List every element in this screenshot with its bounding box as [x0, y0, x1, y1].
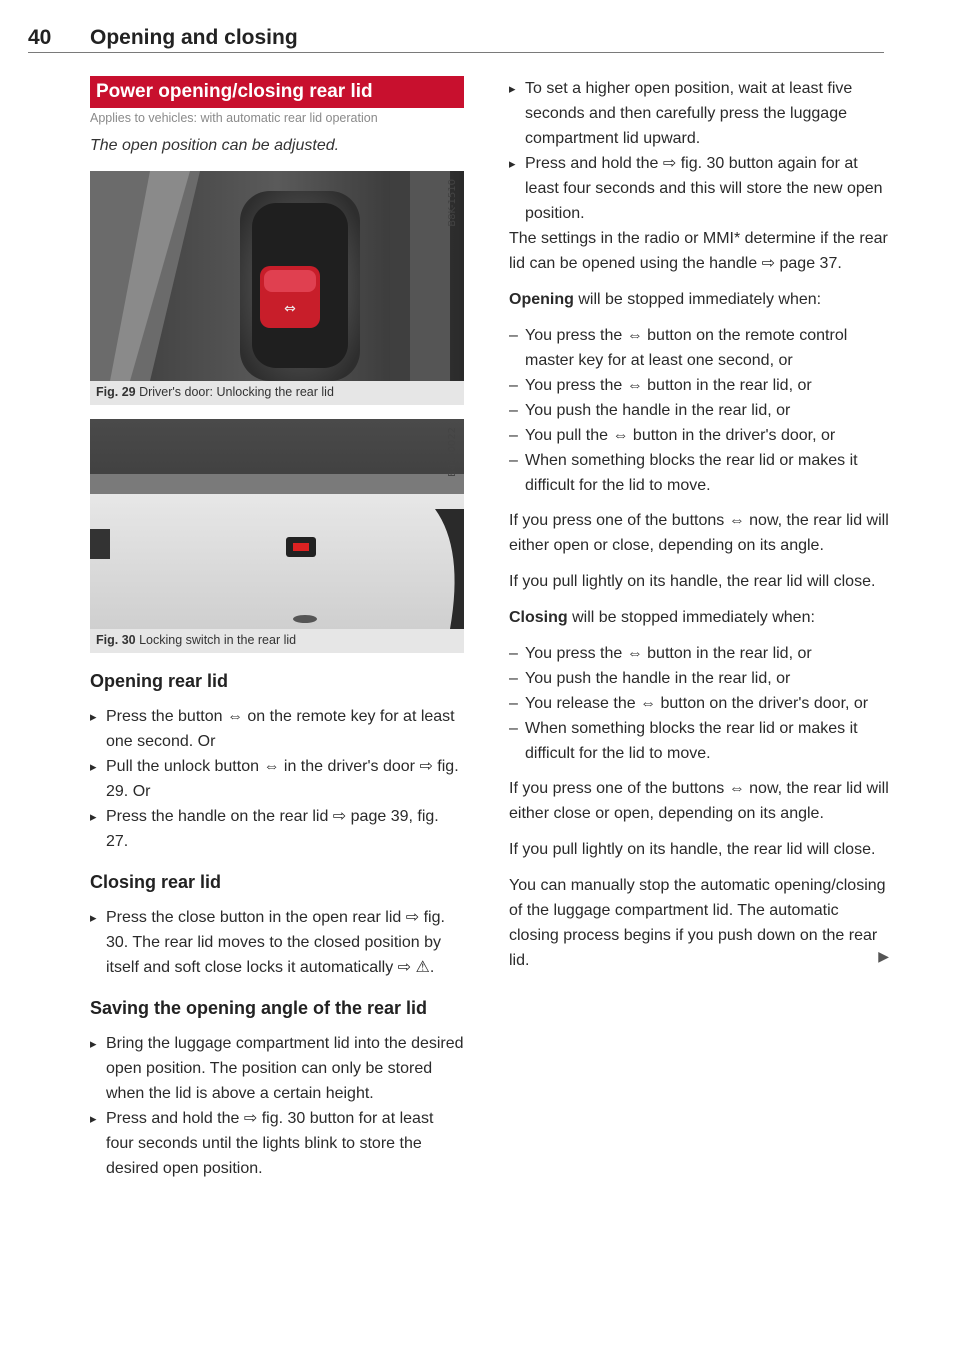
settings-text: The settings in the radio or MMI* determine if the rear lid can be opened using the handle ⇨ page 37. — [509, 230, 888, 272]
closing-steps — [90, 905, 464, 980]
figure-caption — [90, 629, 464, 653]
opening-after-text: If you press one of the buttons ⇔ now, the rear lid will either open or close, depending on its angle. — [509, 512, 889, 554]
figure-caption — [90, 381, 464, 405]
heading-closing: Closing rear lid — [90, 872, 222, 892]
page-number: 40 — [28, 26, 52, 49]
list-item: ▸ Press the handle on the rear lid ⇨ page 39, fig. 27. — [90, 804, 464, 854]
left-column — [90, 76, 464, 1181]
list-item: ▸ Press the button ⇔ on the remote key for at least one second. Or — [90, 704, 464, 754]
continue-arrow-icon: ▶ — [878, 948, 889, 964]
door-handle-image — [90, 171, 464, 381]
list-item: – You push the handle in the rear lid, or — [509, 398, 889, 423]
final-text: You can manually stop the automatic opening/closing of the luggage compartment lid. The automatic closing process begins if you push down on the rear lid. — [509, 877, 886, 969]
list-item: – You release the ⇔ button on the driver's door, or — [509, 691, 889, 716]
applies-note: Applies to vehicles: with automatic rear lid operation — [90, 111, 378, 125]
figure-code: B8K-1510 — [447, 179, 458, 227]
closing-handle-text: If you pull lightly on its handle, the rear lid will close. — [509, 841, 876, 858]
rear-lid-image — [90, 419, 464, 629]
page-header — [28, 22, 884, 53]
figure-label: Fig. 30 — [96, 633, 136, 647]
right-column — [509, 76, 889, 973]
figure-label: Fig. 29 — [96, 385, 136, 399]
section-title: Power opening/closing rear lid — [90, 76, 464, 108]
list-item: ▸ Press and hold the ⇨ fig. 30 button for at least four seconds until the lights blink to store the desired open position. — [90, 1106, 464, 1181]
figure-29 — [90, 171, 464, 405]
opening-stop-list — [509, 323, 889, 498]
list-item: – You press the ⇔ button in the rear lid, or — [509, 373, 889, 398]
opening-stop-lead: Opening will be stopped immediately when: — [509, 291, 822, 308]
opening-handle-text: If you pull lightly on its handle, the rear lid will close. — [509, 573, 876, 590]
figure-caption-text: Locking switch in the rear lid — [139, 633, 297, 647]
chapter-title: Opening and closing — [90, 26, 298, 49]
section-subtitle: The open position can be adjusted. — [90, 137, 340, 154]
figure-30 — [90, 419, 464, 653]
saving-steps — [90, 1031, 464, 1181]
figure-code: B4G-0022 — [447, 427, 458, 478]
svg-text:⇔: ⇔ — [284, 301, 296, 317]
closing-stop-list — [509, 641, 889, 766]
list-item: ▸ Pull the unlock button ⇔ in the driver's door ⇨ fig. 29. Or — [90, 754, 464, 804]
list-item: – You push the handle in the rear lid, or — [509, 666, 889, 691]
list-item: ▸ To set a higher open position, wait at least five seconds and then carefully press the luggage compartment lid upward. — [509, 76, 889, 151]
list-item: – You pull the ⇔ button in the driver's door, or — [509, 423, 889, 448]
final-text-block — [509, 873, 889, 973]
heading-opening: Opening rear lid — [90, 671, 229, 691]
list-item: ▸ Bring the luggage compartment lid into the desired open position. The position can only be stored when the lid is above a certain height. — [90, 1031, 464, 1106]
list-item: ▸ Press the close button in the open rear lid ⇨ fig. 30. The rear lid moves to the closed position by itself and soft close locks it automatically ⇨ ⚠. — [90, 905, 464, 980]
store-position-steps — [509, 76, 889, 226]
figure-caption-text: Driver's door: Unlocking the rear lid — [139, 385, 334, 399]
list-item: – You press the ⇔ button on the remote control master key for at least one second, or — [509, 323, 889, 373]
list-item: – You press the ⇔ button in the rear lid, or — [509, 641, 889, 666]
list-item: – When something blocks the rear lid or makes it difficult for the lid to move. — [509, 448, 889, 498]
heading-saving: Saving the opening angle of the rear lid — [90, 998, 428, 1018]
closing-stop-lead: Closing will be stopped immediately when: — [509, 609, 815, 626]
list-item: ▸ Press and hold the ⇨ fig. 30 button again for at least four seconds and this will store the new open position. — [509, 151, 889, 226]
list-item: – When something blocks the rear lid or makes it difficult for the lid to move. — [509, 716, 889, 766]
closing-after-text: If you press one of the buttons ⇔ now, the rear lid will either close or open, depending on its angle. — [509, 780, 889, 822]
opening-steps — [90, 704, 464, 854]
